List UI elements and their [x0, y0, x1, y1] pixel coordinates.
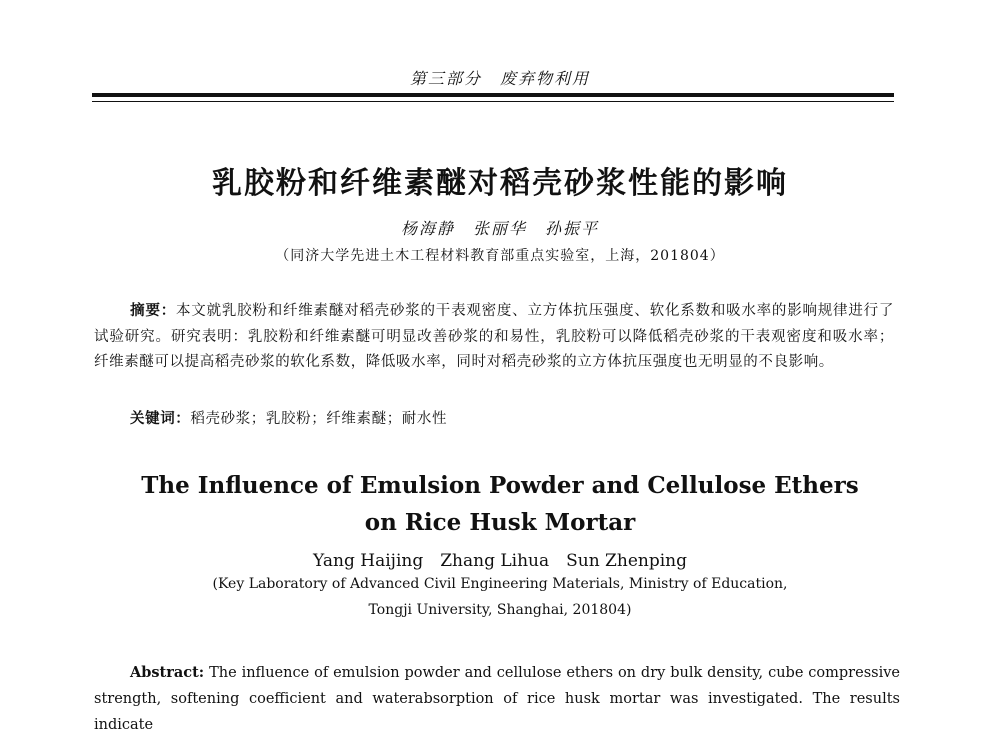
keywords-text-chinese: 稻壳砂浆；乳胶粉；纤维素醚；耐水性 — [190, 411, 448, 427]
authors-english: Yang Haijing Zhang Lihua Sun Zhenping — [313, 551, 687, 571]
running-header: 第三部分 废弃物利用 — [409, 69, 590, 88]
authors-chinese: 杨海静 张丽华 孙振平 — [400, 219, 599, 238]
keywords-chinese — [130, 406, 894, 433]
header-rule-thin — [92, 101, 894, 102]
abstract-chinese — [94, 298, 894, 376]
paper-title-english-line1: The Influence of Emulsion Powder and Cellulose Ethers — [141, 472, 859, 499]
abstract-english — [94, 660, 900, 738]
affiliation-english-line1: (Key Laboratory of Advanced Civil Engineering Materials, Ministry of Education, — [212, 576, 788, 592]
affiliation-english-line2: Tongji University, Shanghai, 201804) — [368, 602, 632, 618]
abstract-label-chinese: 摘要： — [130, 302, 177, 319]
paper-title-english-line2: on Rice Husk Mortar — [364, 509, 636, 536]
paper-title-chinese: 乳胶粉和纤维素醚对稻壳砂浆性能的影响 — [212, 166, 788, 201]
affiliation-chinese: （同济大学先进土木工程材料教育部重点实验室，上海，201804） — [275, 248, 725, 264]
keywords-label-chinese: 关键词： — [130, 410, 191, 427]
header-rule-thick — [92, 93, 894, 97]
abstract-text-english: The influence of emulsion powder and cellulose ethers on dry bulk density, cube compressive strength, softening coefficient and waterabsorption of rice husk mortar was investigated. The results indicate — [94, 665, 900, 733]
abstract-label-english: Abstract: — [130, 664, 205, 681]
abstract-text-chinese: 本文就乳胶粉和纤维素醚对稻壳砂浆的干表观密度、立方体抗压强度、软化系数和吸水率的影响规律进行了试验研究。研究表明：乳胶粉和纤维素醚可明显改善砂浆的和易性，乳胶粉可以降低稻壳砂浆的干表观密度和吸水率；纤维素醚可以提高稻壳砂浆的软化系数，降低吸水率，同时对稻壳砂浆的立方体抗压强度也无明显的不良影响。 — [94, 303, 894, 370]
